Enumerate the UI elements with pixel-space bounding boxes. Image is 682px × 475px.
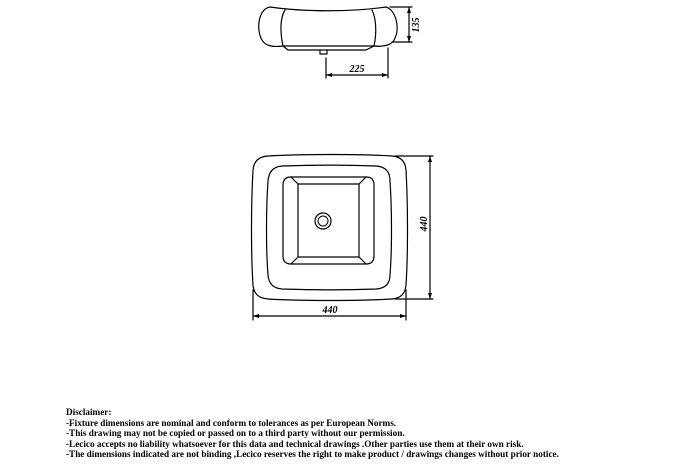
disclaimer-line: -Lecico accepts no liability whatsoever for this data and technical drawings .Other parties use them at their own risk. [66,438,524,449]
top-view-bowl-floor [298,184,359,257]
arrowhead [407,36,411,42]
side-view [259,7,412,78]
arrowhead [326,73,332,77]
disclaimer [66,407,676,460]
top-view-bowl-edge-top-left [291,177,298,184]
disclaimer-heading: Disclaimer: [66,407,112,417]
side-view-left-rim [281,10,285,46]
top-view-drain-outer [315,213,331,229]
disclaimer-line: -This drawing may not be copied or passed on to a third party without our permission. [66,428,405,439]
top-view-bowl-edge-top-right [359,177,366,184]
side-view-height-label: 135 [411,17,422,33]
arrowhead [382,73,388,77]
top-view [252,155,434,321]
top-view-drain-inner [318,216,328,226]
top-view-depth-label: 440 [419,216,430,232]
arrowhead [428,293,432,299]
disclaimer-line: -Fixture dimensions are nominal and conform to tolerances as per European Norms. [66,417,397,428]
side-view-width-label: 225 [349,64,365,75]
top-view-bowl-edge-bottom-right [359,257,366,264]
arrowhead [400,314,406,318]
top-view-width-label: 440 [322,305,338,316]
side-view-right-rim [372,10,376,46]
arrowhead [407,7,411,13]
arrowhead [428,156,432,162]
arrowhead [253,314,259,318]
top-view-bowl-edge-bottom-left [291,257,298,264]
disclaimer-line: -The dimensions indicated are not binding ,Lecico reserves the right to make product / drawings changes without prior notice. [66,449,559,460]
side-view-basin-outline [259,7,397,46]
top-view-bowl [283,177,374,264]
